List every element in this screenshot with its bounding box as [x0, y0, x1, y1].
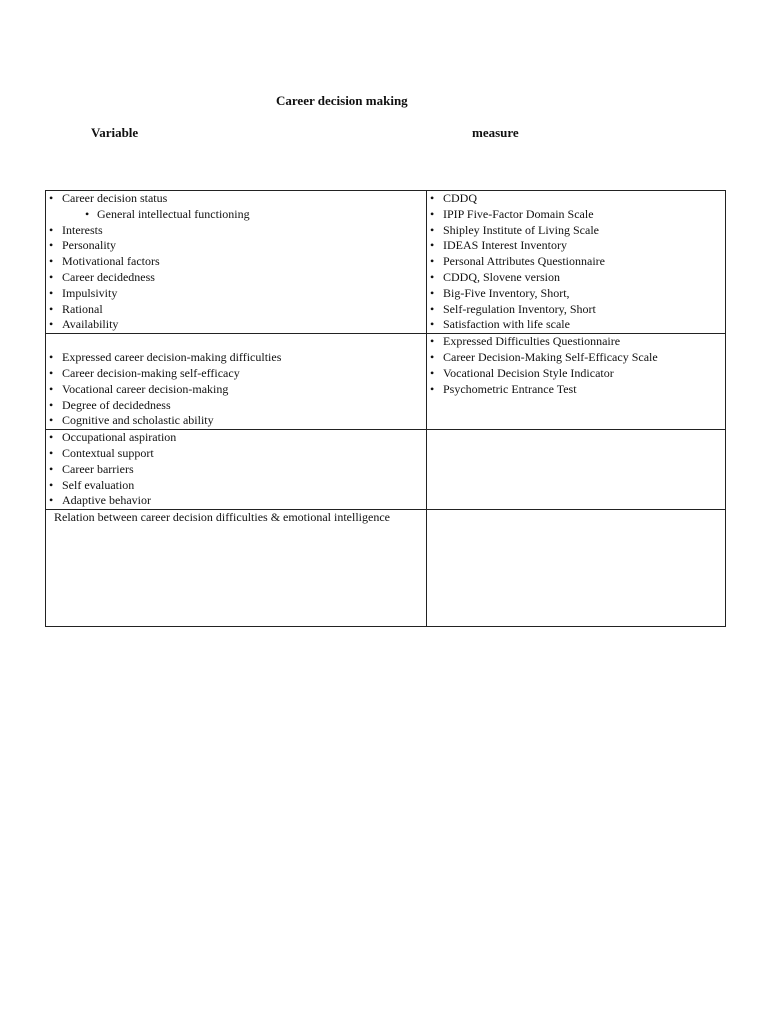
measure-item: • Big-Five Inventory, Short, — [427, 286, 725, 302]
variable-item: • Vocational career decision-making — [46, 382, 426, 398]
variables-list — [46, 191, 426, 333]
variables-measures-table — [45, 190, 726, 627]
measure-column-heading: measure — [472, 125, 519, 140]
variable-item: • Rational — [46, 302, 426, 318]
measures-list — [427, 334, 725, 397]
measure-item: • CDDQ, Slovene version — [427, 270, 725, 286]
variable-item: • Adaptive behavior — [46, 493, 426, 509]
measure-item: • Career Decision-Making Self-Efficacy Scale — [427, 350, 725, 366]
blank-line — [46, 334, 426, 350]
variables-list — [46, 430, 426, 509]
measures-cell — [427, 334, 726, 430]
variable-item: • Career decision status — [46, 191, 426, 207]
variable-item: • Career barriers — [46, 462, 426, 478]
variable-item: • Impulsivity — [46, 286, 426, 302]
measures-list — [427, 191, 725, 333]
table-row — [46, 510, 726, 627]
measure-item: • Personal Attributes Questionnaire — [427, 254, 725, 270]
variable-item: • Expressed career decision-making difficulties — [46, 350, 426, 366]
variable-item: • Personality — [46, 238, 426, 254]
measure-item: • IDEAS Interest Inventory — [427, 238, 725, 254]
variable-item: • Career decidedness — [46, 270, 426, 286]
variable-item: • Self evaluation — [46, 478, 426, 494]
variable-item: • Contextual support — [46, 446, 426, 462]
variables-cell — [46, 191, 427, 334]
variables-cell — [46, 510, 427, 627]
document-title: Career decision making — [276, 93, 408, 108]
measures-cell-empty — [427, 510, 726, 627]
measure-item: • Expressed Difficulties Questionnaire — [427, 334, 725, 350]
variable-item: • Interests — [46, 223, 426, 239]
measures-cell — [427, 191, 726, 334]
table-row — [46, 334, 726, 430]
variable-item: • Degree of decidedness — [46, 398, 426, 414]
table-row — [46, 191, 726, 334]
variable-item: • Motivational factors — [46, 254, 426, 270]
measure-item: • IPIP Five-Factor Domain Scale — [427, 207, 725, 223]
measures-cell-empty — [427, 430, 726, 510]
variable-text: Relation between career decision difficulties & emotional intelligence — [54, 510, 390, 525]
variables-cell — [46, 430, 427, 510]
variable-subitem: • General intellectual functioning — [46, 207, 426, 223]
table-row — [46, 430, 726, 510]
variable-column-heading: Variable — [91, 125, 139, 140]
measure-item: • CDDQ — [427, 191, 725, 207]
measure-item: • Self-regulation Inventory, Short — [427, 302, 725, 318]
variable-item: • Cognitive and scholastic ability — [46, 413, 426, 429]
variable-item: • Availability — [46, 317, 426, 333]
variable-item: • Occupational aspiration — [46, 430, 426, 446]
measure-item: • Shipley Institute of Living Scale — [427, 223, 725, 239]
variables-cell — [46, 334, 427, 430]
variable-item: • Career decision-making self-efficacy — [46, 366, 426, 382]
variables-list — [46, 350, 426, 429]
measure-item: • Vocational Decision Style Indicator — [427, 366, 725, 382]
measure-item: • Satisfaction with life scale — [427, 317, 725, 333]
measure-item: • Psychometric Entrance Test — [427, 382, 725, 398]
